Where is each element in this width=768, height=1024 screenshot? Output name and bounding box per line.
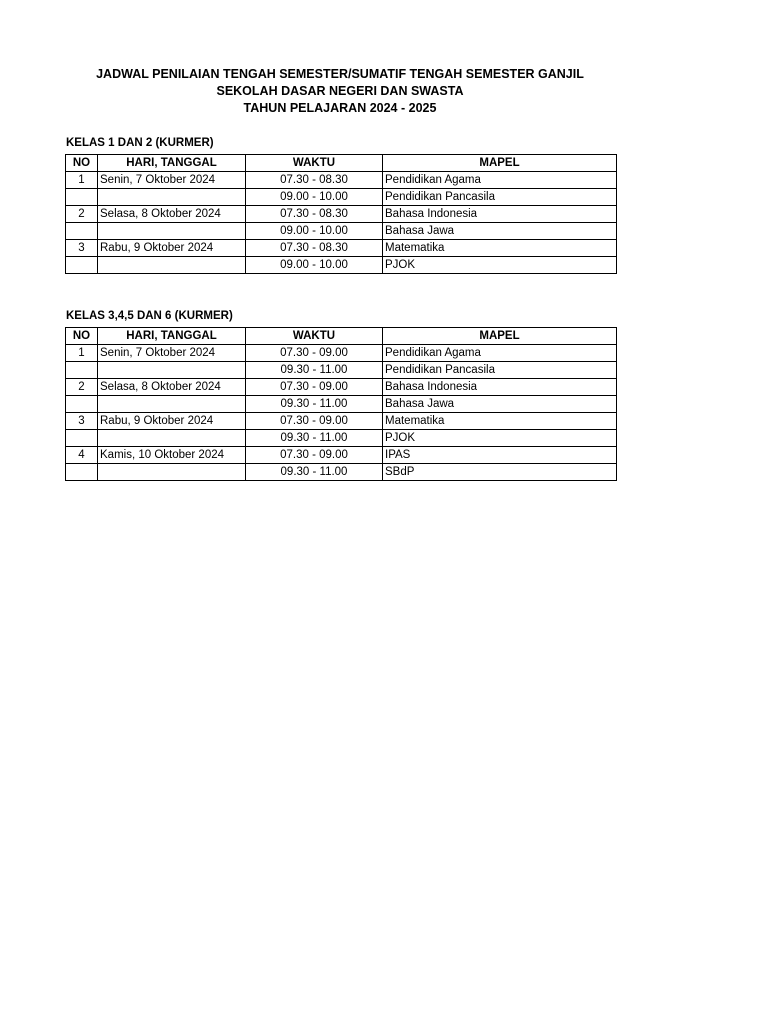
table-row (66, 257, 617, 274)
column-header-waktu: WAKTU (246, 328, 383, 345)
cell-no (66, 189, 98, 206)
cell-mapel: Pendidikan Pancasila (383, 189, 617, 206)
cell-mapel: SBdP (383, 464, 617, 481)
cell-mapel: Bahasa Jawa (383, 396, 617, 413)
cell-mapel: Matematika (383, 240, 617, 257)
cell-no: 2 (66, 379, 98, 396)
table-row (66, 206, 617, 223)
cell-no: 4 (66, 447, 98, 464)
table-row (66, 223, 617, 240)
cell-hari-tanggal: Selasa, 8 Oktober 2024 (98, 379, 246, 396)
section-label-kelas-3-6: KELAS 3,4,5 DAN 6 (KURMER) (66, 310, 233, 322)
cell-mapel: Pendidikan Agama (383, 345, 617, 362)
cell-no: 1 (66, 172, 98, 189)
column-header-hari-tanggal: HARI, TANGGAL (98, 155, 246, 172)
cell-waktu: 07.30 - 08.30 (246, 206, 383, 223)
column-header-waktu: WAKTU (246, 155, 383, 172)
cell-waktu: 07.30 - 09.00 (246, 413, 383, 430)
cell-no: 1 (66, 345, 98, 362)
cell-waktu: 07.30 - 09.00 (246, 447, 383, 464)
document-subtitle-school: SEKOLAH DASAR NEGERI DAN SWASTA (216, 84, 464, 98)
cell-mapel: IPAS (383, 447, 617, 464)
table-row (66, 447, 617, 464)
cell-no: 3 (66, 413, 98, 430)
cell-hari-tanggal: Senin, 7 Oktober 2024 (98, 345, 246, 362)
cell-hari-tanggal: Senin, 7 Oktober 2024 (98, 172, 246, 189)
cell-mapel: Pendidikan Agama (383, 172, 617, 189)
column-header-mapel: MAPEL (383, 328, 617, 345)
cell-hari-tanggal (98, 464, 246, 481)
cell-mapel: Bahasa Jawa (383, 223, 617, 240)
table-row (66, 189, 617, 206)
table-row (66, 362, 617, 379)
column-header-hari-tanggal: HARI, TANGGAL (98, 328, 246, 345)
cell-waktu: 09.00 - 10.00 (246, 223, 383, 240)
cell-mapel: Pendidikan Pancasila (383, 362, 617, 379)
cell-no (66, 396, 98, 413)
table-row (66, 430, 617, 447)
cell-waktu: 09.30 - 11.00 (246, 430, 383, 447)
cell-hari-tanggal: Kamis, 10 Oktober 2024 (98, 447, 246, 464)
document-title: JADWAL PENILAIAN TENGAH SEMESTER/SUMATIF TENGAH SEMESTER GANJIL (96, 67, 584, 81)
cell-mapel: Bahasa Indonesia (383, 206, 617, 223)
section-label-kelas-1-2: KELAS 1 DAN 2 (KURMER) (66, 137, 214, 149)
table-header-row (66, 328, 617, 345)
cell-waktu: 07.30 - 09.00 (246, 345, 383, 362)
cell-no (66, 362, 98, 379)
cell-waktu: 09.30 - 11.00 (246, 362, 383, 379)
column-header-mapel: MAPEL (383, 155, 617, 172)
cell-hari-tanggal: Selasa, 8 Oktober 2024 (98, 206, 246, 223)
table-row (66, 413, 617, 430)
table-row (66, 345, 617, 362)
cell-waktu: 07.30 - 08.30 (246, 172, 383, 189)
cell-no: 2 (66, 206, 98, 223)
cell-waktu: 07.30 - 09.00 (246, 379, 383, 396)
cell-waktu: 07.30 - 08.30 (246, 240, 383, 257)
cell-mapel: PJOK (383, 430, 617, 447)
cell-waktu: 09.30 - 11.00 (246, 396, 383, 413)
cell-hari-tanggal (98, 223, 246, 240)
cell-hari-tanggal: Rabu, 9 Oktober 2024 (98, 240, 246, 257)
cell-waktu: 09.00 - 10.00 (246, 189, 383, 206)
cell-hari-tanggal (98, 396, 246, 413)
table-row (66, 464, 617, 481)
cell-no (66, 464, 98, 481)
cell-no (66, 430, 98, 447)
cell-hari-tanggal: Rabu, 9 Oktober 2024 (98, 413, 246, 430)
table-row (66, 172, 617, 189)
table-row (66, 379, 617, 396)
document-subtitle-year: TAHUN PELAJARAN 2024 - 2025 (243, 101, 437, 115)
cell-mapel: Matematika (383, 413, 617, 430)
document-title-block (0, 66, 680, 117)
schedule-table-kelas-3-6 (65, 327, 617, 481)
column-header-no: NO (66, 328, 98, 345)
cell-no (66, 257, 98, 274)
cell-hari-tanggal (98, 362, 246, 379)
cell-mapel: PJOK (383, 257, 617, 274)
cell-waktu: 09.30 - 11.00 (246, 464, 383, 481)
cell-mapel: Bahasa Indonesia (383, 379, 617, 396)
cell-hari-tanggal (98, 189, 246, 206)
cell-no: 3 (66, 240, 98, 257)
cell-hari-tanggal (98, 430, 246, 447)
table-row (66, 396, 617, 413)
table-header-row (66, 155, 617, 172)
cell-hari-tanggal (98, 257, 246, 274)
column-header-no: NO (66, 155, 98, 172)
schedule-table-kelas-1-2 (65, 154, 617, 274)
cell-waktu: 09.00 - 10.00 (246, 257, 383, 274)
table-row (66, 240, 617, 257)
cell-no (66, 223, 98, 240)
